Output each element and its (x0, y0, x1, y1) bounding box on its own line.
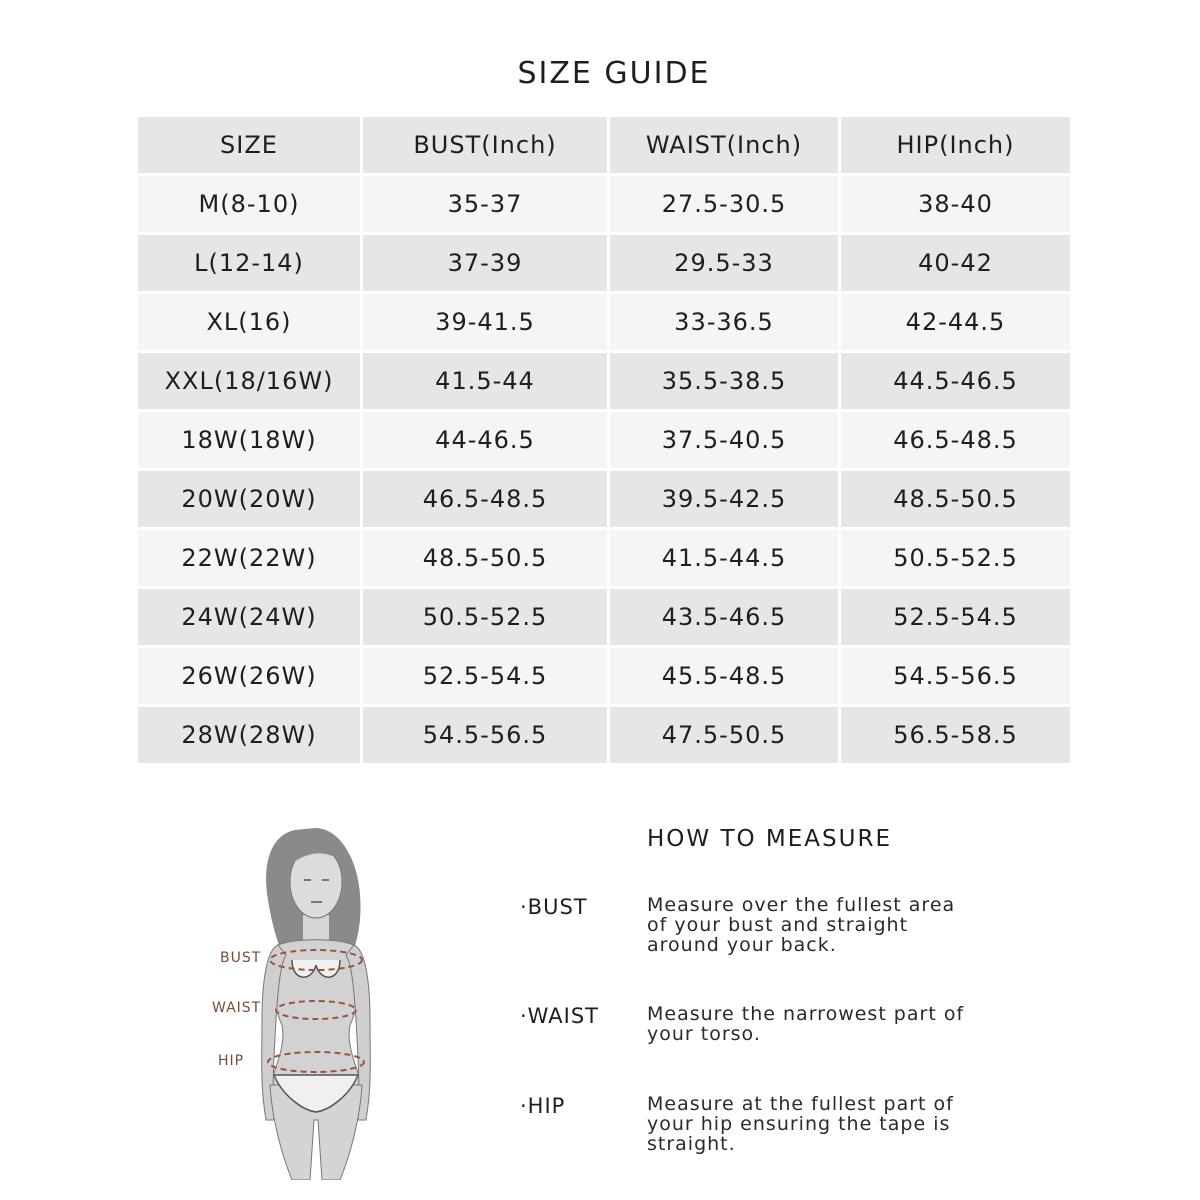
figure-label-bust: BUST (220, 950, 262, 966)
cell-hip: 54.5-56.5 (841, 648, 1070, 704)
cell-bust: 52.5-54.5 (363, 648, 607, 704)
cell-size: M(8-10) (138, 176, 360, 232)
cell-waist: 37.5-40.5 (610, 412, 838, 468)
table-row (138, 707, 1070, 763)
cell-hip: 40-42 (841, 235, 1070, 291)
cell-waist: 39.5-42.5 (610, 471, 838, 527)
table-row (138, 235, 1070, 291)
size-table (135, 114, 1073, 766)
cell-bust: 41.5-44 (363, 353, 607, 409)
table-row (138, 471, 1070, 527)
cell-bust: 39-41.5 (363, 294, 607, 350)
cell-size: XXL(18/16W) (138, 353, 360, 409)
cell-waist: 33-36.5 (610, 294, 838, 350)
measure-waist-desc: Measure the narrowest part of your torso. (647, 1003, 965, 1045)
cell-size: 20W(20W) (138, 471, 360, 527)
cell-hip: 42-44.5 (841, 294, 1070, 350)
cell-bust: 37-39 (363, 235, 607, 291)
measure-bust-name: ·BUST (520, 895, 588, 919)
cell-size: 18W(18W) (138, 412, 360, 468)
cell-bust: 44-46.5 (363, 412, 607, 468)
cell-hip: 46.5-48.5 (841, 412, 1070, 468)
header-hip: HIP(Inch) (841, 117, 1070, 173)
cell-size: L(12-14) (138, 235, 360, 291)
cell-waist: 41.5-44.5 (610, 530, 838, 586)
figure-label-hip: HIP (218, 1053, 245, 1069)
table-row (138, 176, 1070, 232)
table-row (138, 294, 1070, 350)
cell-hip: 52.5-54.5 (841, 589, 1070, 645)
cell-waist: 43.5-46.5 (610, 589, 838, 645)
cell-bust: 54.5-56.5 (363, 707, 607, 763)
cell-size: 28W(28W) (138, 707, 360, 763)
header-bust: BUST(Inch) (363, 117, 607, 173)
table-row (138, 412, 1070, 468)
page-title: SIZE GUIDE (517, 56, 711, 91)
cell-hip: 44.5-46.5 (841, 353, 1070, 409)
cell-size: 24W(24W) (138, 589, 360, 645)
cell-waist: 29.5-33 (610, 235, 838, 291)
cell-waist: 27.5-30.5 (610, 176, 838, 232)
cell-bust: 35-37 (363, 176, 607, 232)
table-row (138, 530, 1070, 586)
cell-bust: 46.5-48.5 (363, 471, 607, 527)
cell-waist: 47.5-50.5 (610, 707, 838, 763)
table-row (138, 589, 1070, 645)
cell-hip: 50.5-52.5 (841, 530, 1070, 586)
measure-bust-desc: Measure over the fullest area of your bust and straight around your back. (647, 894, 956, 956)
cell-size: 22W(22W) (138, 530, 360, 586)
cell-waist: 35.5-38.5 (610, 353, 838, 409)
table-row (138, 353, 1070, 409)
table-header-row (138, 117, 1070, 173)
cell-waist: 45.5-48.5 (610, 648, 838, 704)
measure-waist-name: ·WAIST (520, 1004, 600, 1028)
cell-size: 26W(26W) (138, 648, 360, 704)
how-to-measure-title: HOW TO MEASURE (647, 826, 892, 852)
cell-hip: 56.5-58.5 (841, 707, 1070, 763)
cell-hip: 48.5-50.5 (841, 471, 1070, 527)
measure-hip-desc: Measure at the fullest part of your hip ensuring the tape is straight. (647, 1093, 954, 1155)
measure-hip-name: ·HIP (520, 1094, 566, 1118)
table-row (138, 648, 1070, 704)
figure-label-waist: WAIST (212, 1000, 262, 1016)
cell-size: XL(16) (138, 294, 360, 350)
header-size: SIZE (138, 117, 360, 173)
cell-bust: 48.5-50.5 (363, 530, 607, 586)
cell-bust: 50.5-52.5 (363, 589, 607, 645)
header-waist: WAIST(Inch) (610, 117, 838, 173)
cell-hip: 38-40 (841, 176, 1070, 232)
